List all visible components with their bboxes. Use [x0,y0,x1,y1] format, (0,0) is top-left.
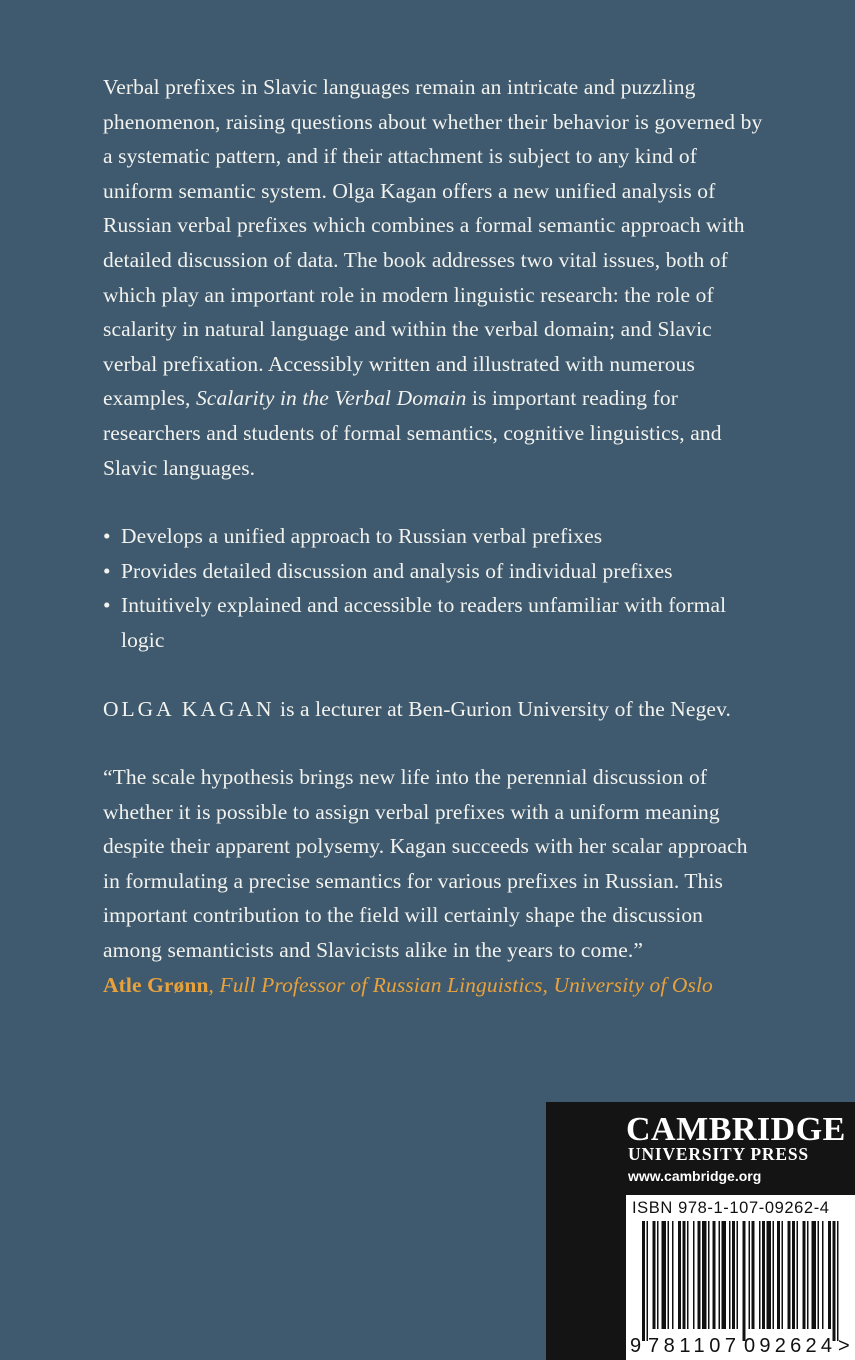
barcode-bar [672,1221,674,1329]
isbn-label: ISBN 978-1-107-09262-4 [632,1199,830,1217]
publisher-panel [546,1102,855,1360]
barcode-bar [828,1221,831,1329]
feature-item [103,588,763,657]
description-paragraph [103,70,763,485]
barcode-bar [662,1221,667,1329]
barcode-bar [837,1221,839,1341]
endorser-name: Atle Grønn [103,972,209,997]
barcode-bar [822,1221,824,1329]
endorsement-quote: “The scale hypothesis brings new life into the perennial discussion of whether it is possible to assign verbal prefixes with a uniform meaning despite their apparent polysemy. Kagan succeeds with her scalar approach in formulating a precise semantics for various prefixes in Russian. This important contribution to the field will certainly shape the discussion among semanticists and Slavicists alike in the years to come.” [103,765,748,963]
barcode-bar [743,1221,746,1341]
barcode-end-mark: > [838,1335,850,1357]
barcode-bar [797,1221,799,1329]
feature-item [103,519,763,554]
barcode-bar [687,1221,689,1329]
barcode-bar [807,1221,809,1329]
barcode-bar [818,1221,820,1329]
bullet-icon: • [103,593,111,618]
barcode-bar [767,1221,772,1329]
feature-list [103,519,763,657]
barcode-bar [803,1221,806,1329]
barcode-bar [762,1221,765,1329]
feature-text: Provides detailed discussion and analysis of individual prefixes [121,558,673,583]
publisher-subtitle: UNIVERSITY PRESS [628,1144,809,1164]
publisher-logo: CAMBRIDGE [626,1111,846,1148]
barcode-bar [792,1221,795,1329]
barcode-right-digits: 092624 [744,1335,832,1357]
barcode-bars-icon [642,1221,839,1341]
author-name: OLGA KAGAN [103,696,275,721]
barcode-bar [732,1221,735,1329]
barcode-bar [759,1221,761,1329]
barcode-bar [708,1221,710,1329]
barcode-bar [653,1221,656,1329]
cover-text [103,70,763,1002]
barcode-bar [752,1221,755,1329]
feature-text: Intuitively explained and accessible to readers unfamiliar with formal logic [121,593,727,652]
author-bio-text: is a lecturer at Ben-Gurion University of the Negev. [274,696,731,721]
publisher-url: www.cambridge.org [628,1168,762,1184]
description-part2: is important reading for researchers and students of formal semantics, cognitive linguistics, and Slavic languages. [103,386,722,480]
barcode-bar [719,1221,721,1329]
description-part1: Verbal prefixes in Slavic languages remain an intricate and puzzling phenomenon, raising questions about whether their behavior is governed by a systematic pattern, and if their attachment is subject to any kind of uniform semantic system. Olga Kagan offers a new unified analysis of Russian verbal prefixes which combines a formal semantic approach with detailed discussion of data. The book addresses two vital issues, both of which play an important role in modern linguistic research: the role of scalarity in natural language and within the verbal domain; and Slavic verbal prefixation. Accessibly written and illustrated with numerous examples, [103,75,763,411]
barcode-bar [642,1221,645,1341]
feature-item [103,554,763,589]
barcode-graphic [626,1219,855,1360]
barcode [626,1195,855,1360]
barcode-bar [702,1221,707,1329]
barcode-bar [722,1221,727,1329]
endorser-separator: , [208,972,220,997]
book-title: Scalarity in the Verbal Domain [195,386,467,411]
bullet-icon: • [103,524,111,549]
feature-text: Develops a unified approach to Russian verbal prefixes [121,524,603,549]
barcode-bar [777,1221,780,1329]
bullet-icon: • [103,558,111,583]
barcode-bar [773,1221,775,1329]
barcode-bar [698,1221,701,1329]
barcode-bar [657,1221,659,1329]
barcode-bar [729,1221,731,1329]
barcode-bar [788,1221,791,1329]
barcode-lead-digit: 9 [630,1335,642,1357]
barcode-bar [713,1221,716,1329]
barcode-bar [812,1221,817,1329]
barcode-left-digits: 781107 [648,1335,736,1357]
endorsement-attribution [103,968,763,1003]
barcode-bar [833,1221,836,1341]
barcode-bar [647,1221,649,1341]
barcode-bar [749,1221,751,1329]
barcode-bar [678,1221,681,1329]
author-bio [103,692,763,727]
barcode-bar [668,1221,670,1329]
endorser-role: Full Professor of Russian Linguistics, University of Oslo [219,972,713,997]
barcode-bar [782,1221,784,1329]
barcode-bar [737,1221,739,1329]
barcode-bar [683,1221,686,1329]
barcode-bar [693,1221,695,1329]
